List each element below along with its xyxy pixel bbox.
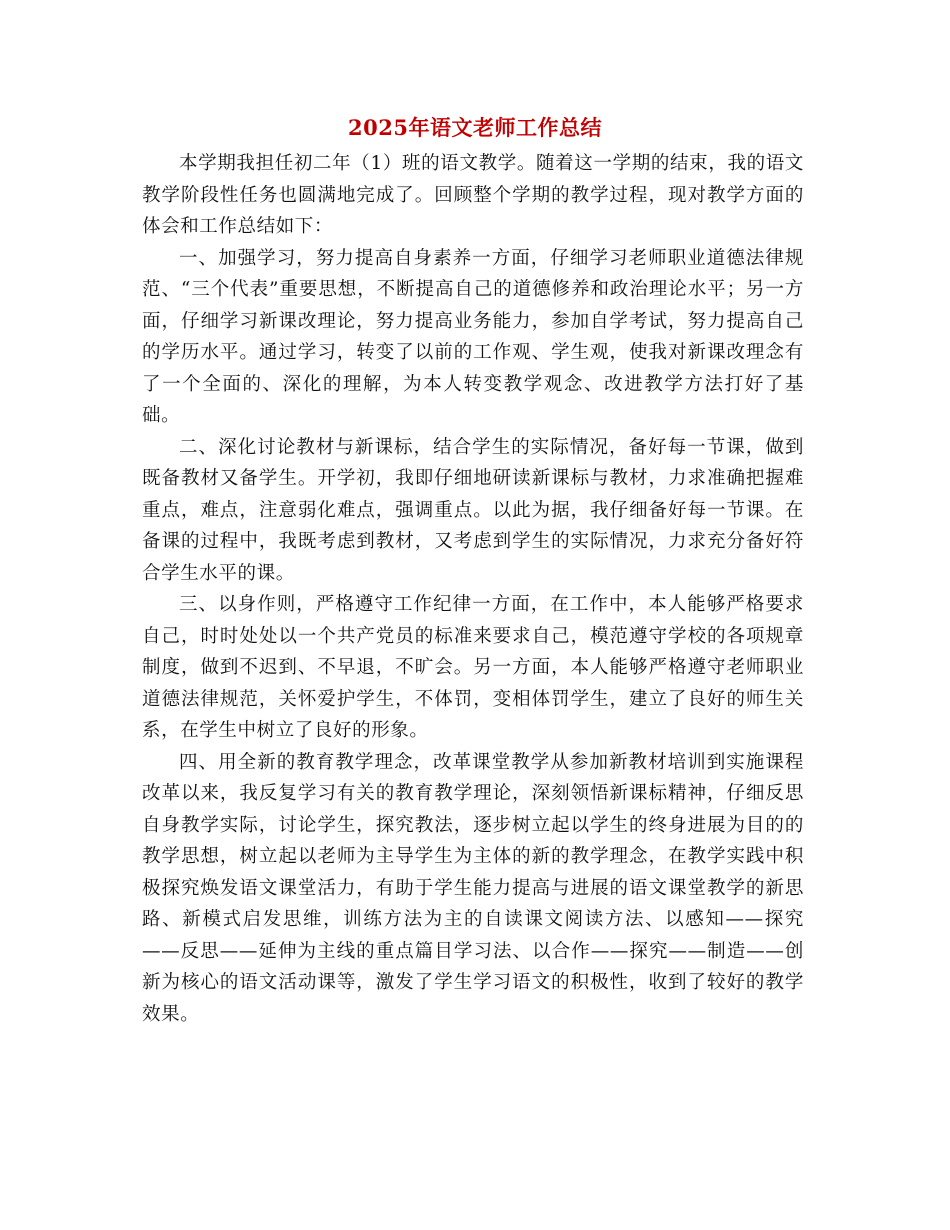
paragraph-section-4: 四、用全新的教育教学理念，改革课堂教学从参加新教材培训到实施课程改革以来，我反复学习有关的教育教学理论，深刻领悟新课标精神，仔细反思自身教学实际，讨论学生，探究教法，逐步树立起以学生的终身进展为目的的教学思想，树立起以老师为主导学生为主体的新的教学理念，在教学实践中积极探究焕发语文课堂活力，有助于学生能力提高与进展的语文课堂教学的新思路、新模式启发思维，训练方法为主的自读课文阅读方法、以感知——探究——反思——延伸为主线的重点篇目学习法、以合作——探究——制造——创新为核心的语文活动课等，激发了学生学习语文的积极性，收到了较好的教学效果。 [142,751,804,1025]
paragraph-section-2: 二、深化讨论教材与新课标，结合学生的实际情况，备好每一节课，做到既备教材又备学生。开学初，我即仔细地研读新课标与教材，力求准确把握难重点，难点，注意弱化难点，强调重点。以此为据，我仔细备好每一节课。在备课的过程中，我既考虑到教材，又考虑到学生的实际情况，力求充分备好符合学生水平的课。 [142,436,804,584]
document-title: 2025年语文老师工作总结 [348,115,602,140]
paragraph-section-3: 三、以身作则，严格遵守工作纪律一方面，在工作中，本人能够严格要求自己，时时处处以一个共产党员的标准来要求自己，模范遵守学校的各项规章制度，做到不迟到、不早退，不旷会。另一方面，本人能够严格遵守老师职业道德法律规范，关怀爱护学生，不体罚，变相体罚学生，建立了良好的师生关系，在学生中树立了良好的形象。 [142,594,804,741]
paragraph-section-1: 一、加强学习，努力提高自身素养一方面，仔细学习老师职业道德法律规范、“三个代表”重要思想，不断提高自己的道德修养和政治理论水平；另一方面，仔细学习新课改理论，努力提高业务能力，参加自学考试，努力提高自己的学历水平。通过学习，转变了以前的工作观、学生观，使我对新课改理念有了一个全面的、深化的理解，为本人转变教学观念、改进教学方法打好了基础。 [142,247,804,426]
document-body [142,148,804,1030]
paragraph-intro: 本学期我担任初二年（1）班的语文教学。随着这一学期的结束，我的语文教学阶段性任务也圆满地完成了。回顾整个学期的教学过程，现对教学方面的体会和工作总结如下： [142,153,804,237]
